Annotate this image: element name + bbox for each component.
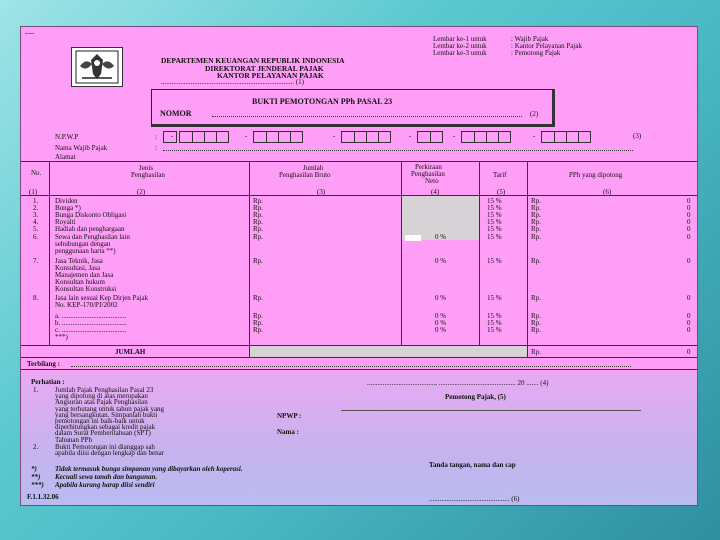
npwp-digit-divider [366, 132, 367, 142]
row-number: 6. [33, 233, 39, 241]
row-tarif: 15 % [487, 319, 502, 327]
note-line: Jumlah Pajak Penghasilan Pasal 23 [55, 386, 154, 394]
notes-title: Perhatian : [31, 378, 65, 386]
row-netto: 0 % [435, 319, 447, 327]
terbilang-label: Terbilang : [27, 360, 60, 368]
row-bruto-rp: Rp. [253, 257, 263, 265]
wp-name-colon: : [155, 144, 157, 152]
nomor-line [212, 116, 522, 117]
tax-form-sheet [20, 26, 698, 506]
ttd-line[interactable]: .............................................. (6) [429, 495, 520, 503]
column-index: (3) [317, 188, 326, 196]
row-jenis: Konsultasi, Jasa [55, 264, 101, 272]
note-line: apabila diisi dengan lengkap dan benar [55, 449, 165, 457]
npwp-separator: - [333, 132, 336, 140]
col-netto-l2: Penghasilan [411, 170, 445, 178]
row-bruto-rp: Rp. [253, 225, 263, 233]
npwp-colon: : [155, 133, 157, 141]
terbilang-bottom [21, 369, 697, 370]
row-jenis: a. ..................................... [55, 312, 127, 320]
footnote-text: Tidak termasuk bunga simpanan yang dibayarkan oleh koperasi. [55, 465, 243, 473]
npwp-digit-group[interactable] [541, 131, 591, 143]
row-number: 4. [33, 218, 39, 226]
terbilang-line[interactable] [71, 366, 631, 367]
row-pph-value: 0 [687, 233, 691, 241]
title-box [151, 89, 555, 127]
note-number: 2. [33, 442, 39, 451]
table-total-bottom [21, 357, 697, 358]
note-line: diperhitungkan sebagai kredit pajak [55, 423, 156, 432]
npwp-digit-divider [566, 132, 567, 142]
row-bruto-rp: Rp. [253, 211, 263, 219]
npwp-digit-divider [554, 132, 555, 142]
lembar-value: : Wajib Pajak [511, 35, 549, 43]
pemotong-label: Pemotong Pajak, (5) [445, 393, 506, 401]
column-index: (4) [431, 188, 440, 196]
ministry-logo [71, 47, 123, 87]
row-bruto-rp: Rp. [253, 319, 263, 327]
npwp-digit-divider [378, 132, 379, 142]
lembar-value: : Kantor Pelayanan Pajak [511, 42, 582, 50]
row-tarif: 15 % [487, 204, 502, 212]
row-jenis: ***) [55, 333, 68, 341]
row-jenis: sehubungan dengan [55, 240, 111, 248]
table-top-border [21, 161, 697, 162]
row-jenis: penggunaan harta **) [55, 247, 116, 255]
row-netto: 0 % [435, 312, 447, 320]
column-index: (6) [603, 188, 612, 196]
total-label: JUMLAH [115, 348, 146, 356]
col-tarif: Tarif [493, 171, 507, 179]
row-jenis: Manajemen dan Jasa [55, 271, 114, 279]
sign-npwp: NPWP : [277, 412, 302, 420]
npwp-digit-divider [290, 132, 291, 142]
note-line: yang dipotong di atas merupakan [55, 392, 148, 401]
npwp-digit-divider [278, 132, 279, 142]
row-pph-value: 0 [687, 204, 691, 212]
note-line: pemotongan ini baik-baik untuk [55, 417, 145, 425]
row-bruto-rp: Rp. [253, 294, 263, 302]
row-pph-value: 0 [687, 211, 691, 219]
row-bruto-rp: Rp. [253, 326, 263, 334]
note-number: 1. [33, 386, 39, 394]
row-bruto-rp: Rp. [253, 218, 263, 226]
wp-name-line[interactable] [163, 150, 633, 151]
form-title: BUKTI PEMOTONGAN PPh PASAL 23 [252, 97, 393, 106]
row-tarif: 15 % [487, 197, 502, 205]
lembar-value: : Pemotong Pajak [511, 49, 561, 57]
corner-mark: ---- [25, 29, 35, 37]
emblem-icon [72, 48, 122, 86]
row-pph-value: 0 [687, 319, 691, 327]
note-line: yang terhutang untuk tahun pajak yang [55, 404, 165, 413]
row-netto: 0 % [435, 294, 447, 302]
row-number: 7. [33, 257, 39, 265]
footnote-mark: **) [31, 473, 41, 481]
total-grey-area [250, 346, 527, 357]
npwp-digit-divider [498, 132, 499, 142]
note-line: Angsuran atas Pajak Penghasilan [55, 398, 148, 407]
netto-white-cell [405, 235, 421, 241]
row-jenis: b. ..................................... [55, 319, 127, 327]
npwp-digit-divider [354, 132, 355, 142]
sign-nama: Nama : [277, 428, 299, 436]
npwp-separator: - [533, 132, 536, 140]
row-number: 2. [33, 204, 39, 212]
row-jenis: Jasa Teknik, Jasa [55, 257, 103, 265]
row-pph-rp: Rp. [531, 294, 541, 302]
npwp-separator: - [409, 132, 412, 140]
row-netto: 0 % [435, 233, 447, 241]
row-pph-value: 0 [687, 294, 691, 302]
npwp-separator: - [245, 132, 248, 140]
footnote-text: Apabila kurang harap diisi sendiri [55, 481, 155, 489]
sign-date-line[interactable]: ......................................., ............................................ 20 ....... (4) [367, 379, 549, 387]
col-netto-l1: Perkiraan [415, 163, 442, 171]
header-line1: DEPARTEMEN KEUANGAN REPUBLIK INDONESIA [161, 56, 345, 65]
row-pph-rp: Rp. [531, 204, 541, 212]
npwp-separator: - [171, 132, 174, 140]
footnote-mark: ***) [31, 481, 44, 489]
row-number: 3. [33, 211, 39, 219]
row-bruto-rp: Rp. [253, 312, 263, 320]
row-pph-rp: Rp. [531, 257, 541, 265]
row-pph-rp: Rp. [531, 225, 541, 233]
header-line3: KANTOR PELAYANAN PAJAK [217, 71, 324, 80]
col-line-jenis [249, 161, 250, 357]
npwp-digit-divider [430, 132, 431, 142]
row-tarif: 15 % [487, 211, 502, 219]
row-netto: 0 % [435, 257, 447, 265]
row-pph-rp: Rp. [531, 197, 541, 205]
npwp-note: (3) [633, 132, 642, 140]
col-line-bruto [401, 161, 402, 357]
npwp-digit-divider [474, 132, 475, 142]
row-pph-value: 0 [687, 312, 691, 320]
nomor-label: NOMOR [160, 109, 192, 118]
wp-addr-label: Alamat [55, 153, 76, 161]
row-jenis: Konsultan Konstruksi [55, 285, 117, 293]
total-value: 0 [687, 348, 691, 356]
row-jenis: Bunga *) [55, 204, 81, 212]
footnote-text: Kecuali sewa tanah dan bangunan. [55, 473, 158, 481]
row-pph-value: 0 [687, 218, 691, 226]
row-jenis: Bunga Diskonto Obligasi [55, 211, 127, 219]
col-netto-l3: Neto [425, 177, 439, 185]
row-pph-value: 0 [687, 225, 691, 233]
col-line-netto [479, 161, 480, 357]
npwp-digit-divider [204, 132, 205, 142]
npwp-digit-divider [578, 132, 579, 142]
row-pph-rp: Rp. [531, 211, 541, 219]
row-pph-value: 0 [687, 197, 691, 205]
row-tarif: 15 % [487, 312, 502, 320]
row-pph-rp: Rp. [531, 319, 541, 327]
footnote-mark: *) [31, 465, 37, 473]
npwp-digit-group[interactable] [253, 131, 303, 143]
row-bruto-rp: Rp. [253, 233, 263, 241]
header-line4: ............................................................................ (1) [161, 78, 304, 86]
col-bruto-l2: Penghasilan Bruto [279, 171, 331, 179]
note-line: Bukti Pemotongan ini dianggap sah [55, 442, 155, 451]
lembar-label: Lembar ke-1 untuk [433, 35, 487, 43]
row-pph-value: 0 [687, 326, 691, 334]
row-jenis: c. ..................................... [55, 326, 127, 334]
row-pph-rp: Rp. [531, 218, 541, 226]
npwp-digit-group[interactable] [163, 131, 177, 143]
row-netto: 0 % [435, 326, 447, 334]
row-jenis: Hadiah dan penghargaan [55, 225, 125, 233]
table-index-border [21, 195, 697, 196]
row-pph-rp: Rp. [531, 233, 541, 241]
column-index: (2) [137, 188, 146, 196]
col-pph: PPh yang dipotong [569, 171, 623, 179]
npwp-digit-divider [486, 132, 487, 142]
sign-divider [341, 410, 641, 411]
form-code: F.1.1.32.06 [27, 493, 59, 501]
col-jenis-l2: Penghasilan [131, 171, 165, 179]
npwp-digit-group[interactable] [179, 131, 229, 143]
row-tarif: 15 % [487, 233, 502, 241]
row-jenis: Jasa lain sesuai Kep Dirjen Pajak [55, 294, 149, 302]
note-line: yang bersangkutan. Simpanlah bukti [55, 410, 158, 419]
row-pph-value: 0 [687, 257, 691, 265]
col-line-no [49, 161, 50, 345]
row-bruto-rp: Rp. [253, 197, 263, 205]
row-jenis: Dividen [55, 197, 78, 205]
header-line2: DIREKTORAT JENDERAL PAJAK [205, 64, 324, 73]
col-line-tarif [527, 161, 528, 357]
npwp-digit-divider [216, 132, 217, 142]
npwp-separator: - [453, 132, 456, 140]
row-bruto-rp: Rp. [253, 204, 263, 212]
ttd-label: Tanda tangan, nama dan cap [429, 461, 516, 469]
note-line: Tahunan PPh [55, 435, 93, 444]
wp-name-label: Nama Wajib Pajak [55, 144, 108, 152]
column-index: (5) [497, 188, 506, 196]
lembar-label: Lembar ke-3 untuk [433, 49, 487, 57]
col-no: No. [31, 169, 42, 177]
row-jenis: Royalti [55, 218, 76, 226]
npwp-digit-group[interactable] [341, 131, 391, 143]
row-number: 1. [33, 197, 39, 205]
row-tarif: 15 % [487, 218, 502, 226]
row-tarif: 15 % [487, 326, 502, 334]
row-pph-rp: Rp. [531, 326, 541, 334]
npwp-digit-group[interactable] [461, 131, 511, 143]
row-tarif: 15 % [487, 257, 502, 265]
row-pph-rp: Rp. [531, 312, 541, 320]
col-bruto-l1: Jumlah [303, 164, 324, 172]
npwp-digit-group[interactable] [417, 131, 443, 143]
nomor-note: (2) [530, 110, 539, 118]
npwp-digit-divider [266, 132, 267, 142]
npwp-label: N.P.W.P [55, 133, 79, 141]
lembar-label: Lembar ke-2 untuk [433, 42, 487, 50]
note-line: dalam Surat Pemberitahuan (SPT) [55, 429, 151, 438]
row-tarif: 15 % [487, 294, 502, 302]
row-jenis: Konsultan hukum [55, 278, 105, 286]
npwp-digit-divider [192, 132, 193, 142]
total-rp: Rp. [531, 348, 541, 356]
column-index: (1) [29, 188, 38, 196]
row-tarif: 15 % [487, 225, 502, 233]
row-jenis: Sewa dan Penghasilan lain [55, 233, 130, 241]
row-number: 5. [33, 225, 39, 233]
row-number: 8. [33, 294, 39, 302]
row-jenis: No. KEP-170/PJ/2002 [55, 301, 118, 309]
col-jenis-l1: Jenis [139, 164, 153, 172]
